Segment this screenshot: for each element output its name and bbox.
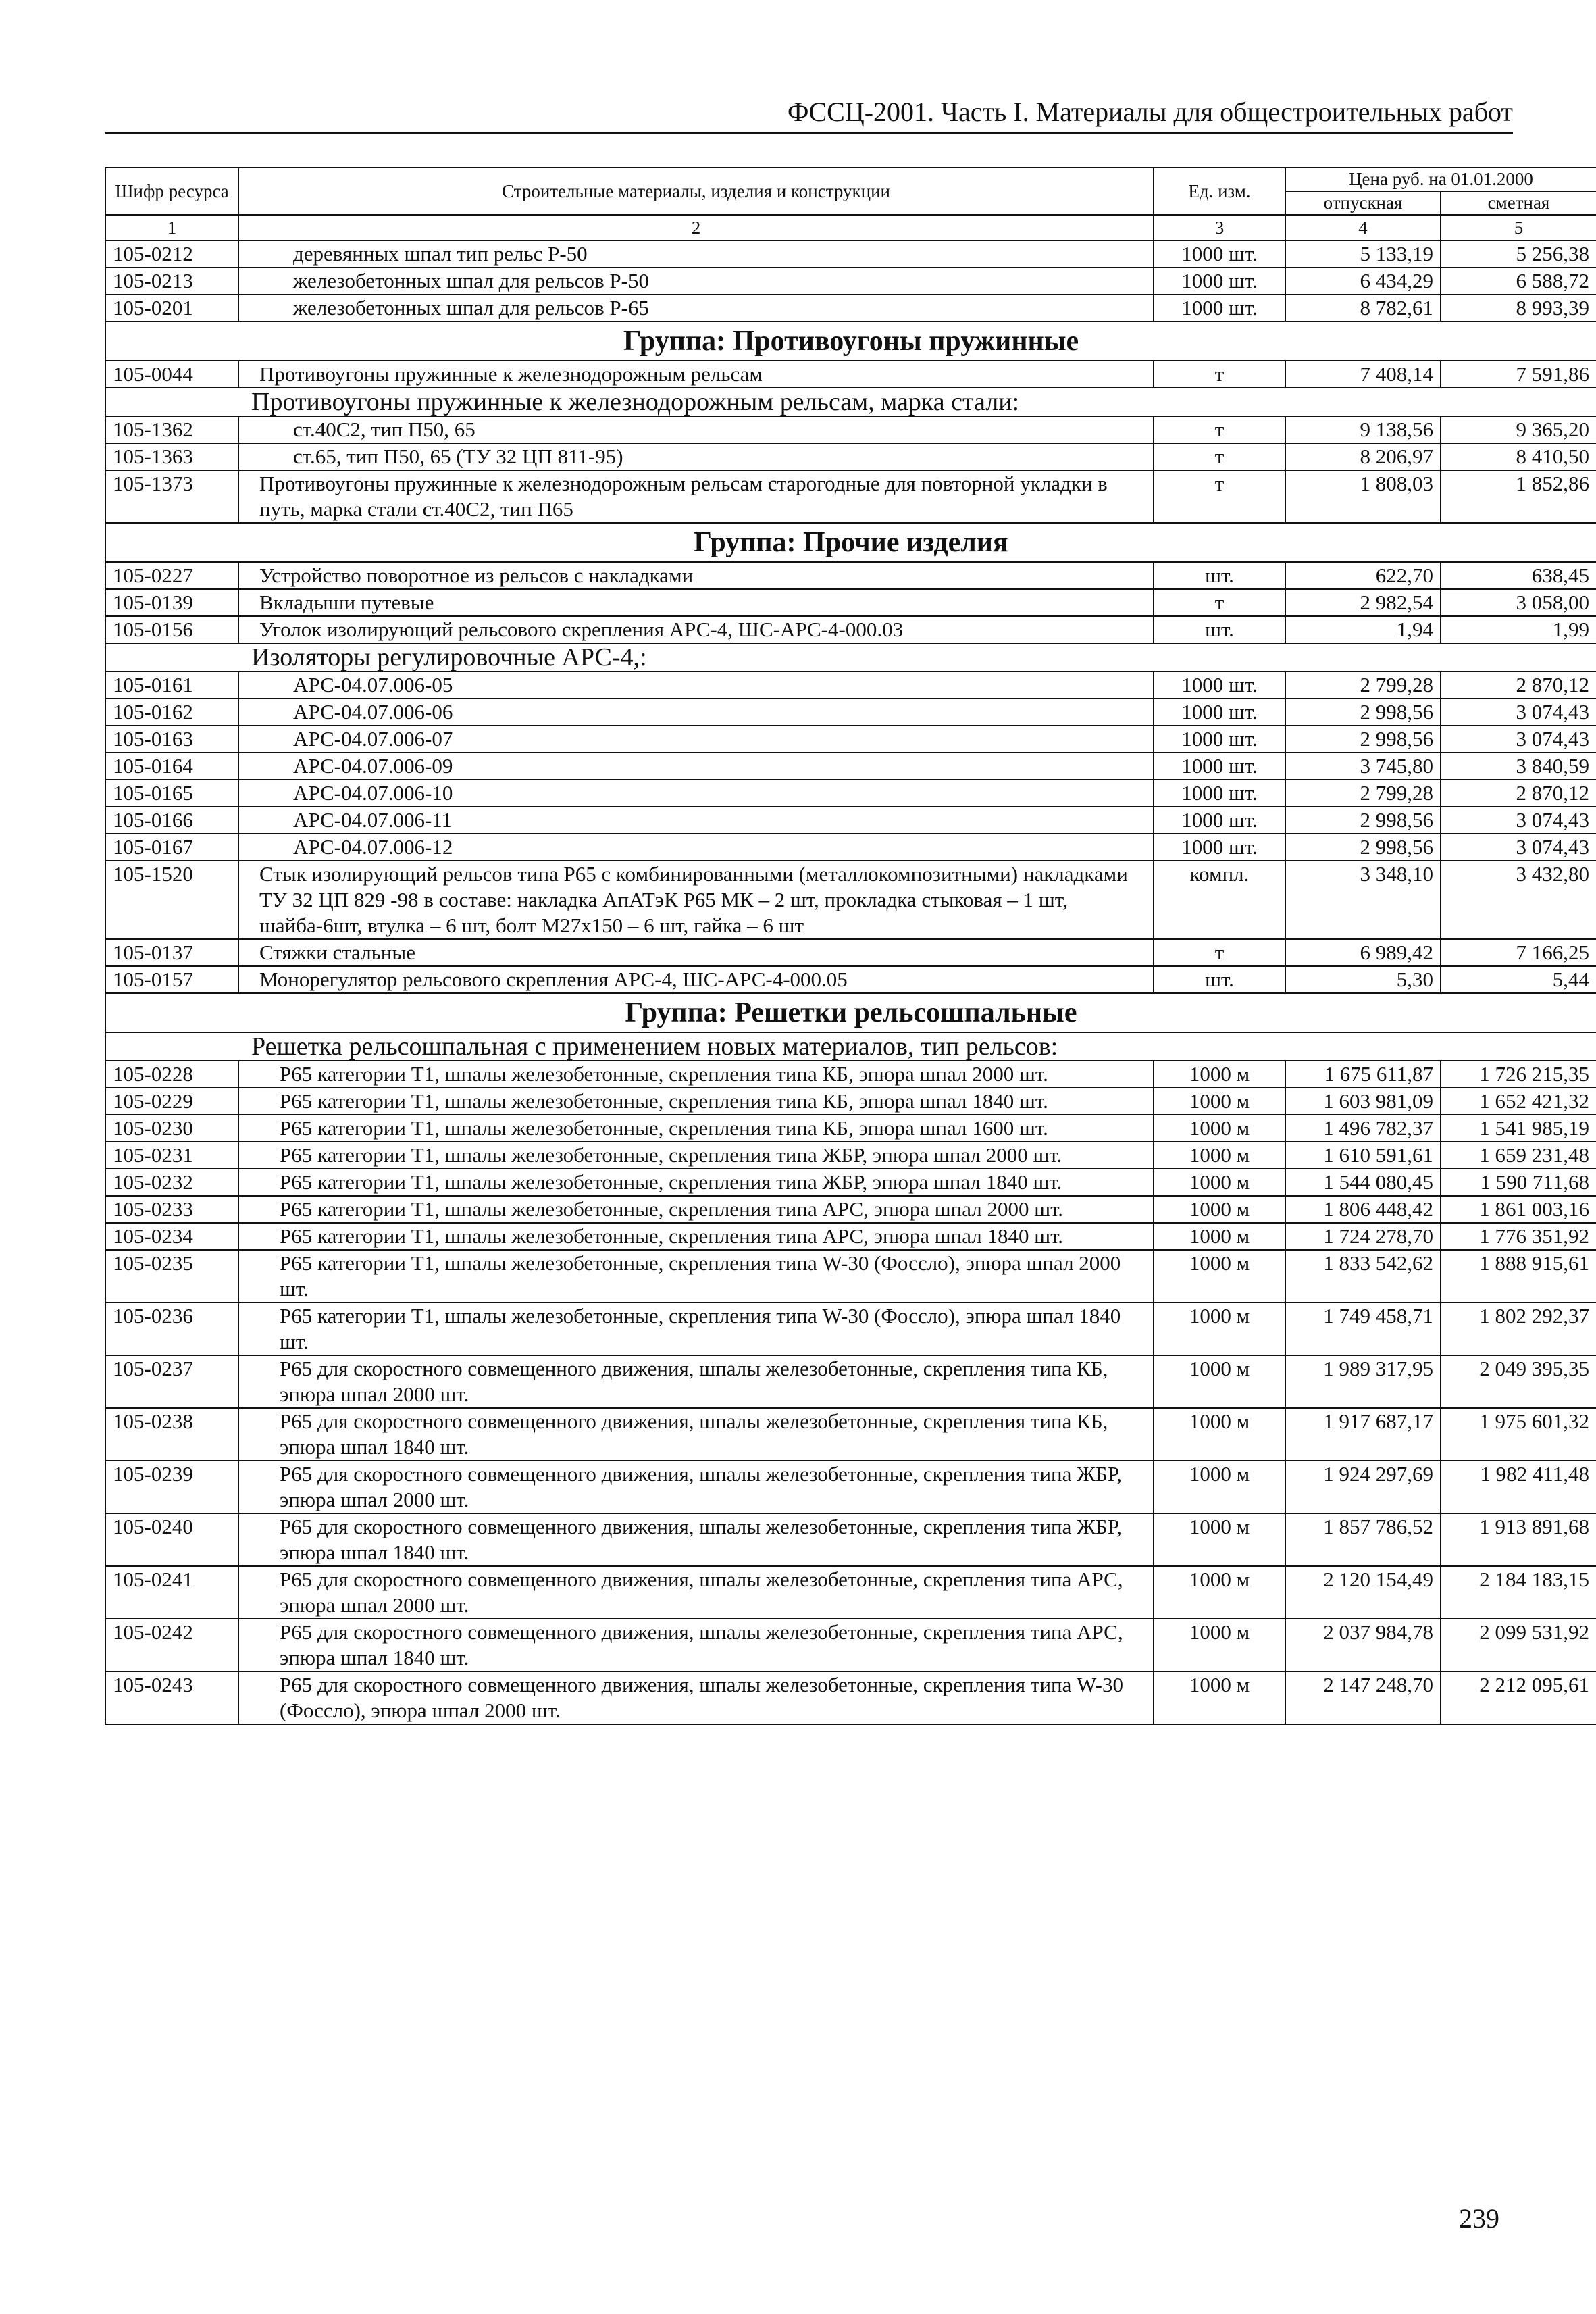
unit-cell: шт. (1154, 616, 1285, 643)
release-price: 1 603 981,09 (1285, 1088, 1441, 1115)
table-row (105, 672, 1596, 699)
item-name: АРС-04.07.006-09 (238, 753, 1154, 780)
item-name: ст.65, тип П50, 65 (ТУ 32 ЦП 811-95) (238, 443, 1154, 470)
table-row (105, 1088, 1596, 1115)
table-row (105, 616, 1596, 643)
table-row (105, 416, 1596, 443)
page-number: 239 (1459, 2203, 1499, 2234)
unit-cell: 1000 м (1154, 1303, 1285, 1355)
group-heading: Группа: Прочие изделия (105, 523, 1596, 562)
table-row (105, 1619, 1596, 1671)
estimate-price: 2 049 395,35 (1441, 1355, 1596, 1408)
unit-cell: 1000 шт. (1154, 672, 1285, 699)
unit-cell: 1000 м (1154, 1461, 1285, 1513)
release-price: 7 408,14 (1285, 361, 1441, 388)
item-name: Монорегулятор рельсового скрепления АРС-4, ШС-АРС-4-000.05 (238, 966, 1154, 993)
estimate-price: 1 888 915,61 (1441, 1250, 1596, 1303)
col-number: 4 (1285, 215, 1441, 241)
table-row (105, 241, 1596, 268)
unit-cell: 1000 шт. (1154, 241, 1285, 268)
table-row (105, 443, 1596, 470)
resource-code: 105-0227 (105, 562, 238, 589)
resource-code: 105-0236 (105, 1303, 238, 1355)
resource-code: 105-0240 (105, 1513, 238, 1566)
resource-code: 105-1362 (105, 416, 238, 443)
item-name: Р65 для скоростного совмещенного движения, шпалы железобетонные, скрепления типа ЖБР, эпюра шпал 2000 шт. (238, 1461, 1154, 1513)
item-name: Р65 категории Т1, шпалы железобетонные, скрепления типа КБ, эпюра шпал 2000 шт. (238, 1061, 1154, 1088)
resource-code: 105-0228 (105, 1061, 238, 1088)
estimate-price: 2 870,12 (1441, 780, 1596, 807)
resource-code: 105-0230 (105, 1115, 238, 1142)
estimate-price: 1 913 891,68 (1441, 1513, 1596, 1566)
resource-code: 105-0232 (105, 1169, 238, 1196)
unit-cell: 1000 шт. (1154, 295, 1285, 322)
item-name: Р65 для скоростного совмещенного движения, шпалы железобетонные, скрепления типа КБ, эпюра шпал 1840 шт. (238, 1408, 1154, 1461)
item-name: Противоугоны пружинные к железнодорожным рельсам (238, 361, 1154, 388)
release-price: 3 745,80 (1285, 753, 1441, 780)
table-row (105, 1196, 1596, 1223)
item-name: Устройство поворотное из рельсов с накладками (238, 562, 1154, 589)
release-price: 1 857 786,52 (1285, 1513, 1441, 1566)
estimate-price: 1 861 003,16 (1441, 1196, 1596, 1223)
release-price: 2 998,56 (1285, 699, 1441, 726)
estimate-price: 3 058,00 (1441, 589, 1596, 616)
estimate-price: 1 975 601,32 (1441, 1408, 1596, 1461)
table-row (105, 1355, 1596, 1408)
resource-code: 105-0212 (105, 241, 238, 268)
table-row (105, 1115, 1596, 1142)
table-body (105, 241, 1596, 1724)
release-price: 1 610 591,61 (1285, 1142, 1441, 1169)
item-name: Р65 для скоростного совмещенного движения, шпалы железобетонные, скрепления типа ЖБР, эпюра шпал 1840 шт. (238, 1513, 1154, 1566)
unit-cell: т (1154, 589, 1285, 616)
unit-cell: т (1154, 443, 1285, 470)
col-header-estimate: сметная (1441, 191, 1596, 215)
resource-code: 105-1363 (105, 443, 238, 470)
release-price: 1 833 542,62 (1285, 1250, 1441, 1303)
resource-code: 105-0243 (105, 1671, 238, 1724)
release-price: 3 348,10 (1285, 861, 1441, 939)
table-row (105, 470, 1596, 523)
resource-code: 105-0161 (105, 672, 238, 699)
unit-cell: 1000 шт. (1154, 753, 1285, 780)
item-name: ст.40С2, тип П50, 65 (238, 416, 1154, 443)
table-row (105, 361, 1596, 388)
release-price: 2 147 248,70 (1285, 1671, 1441, 1724)
table-row (105, 1513, 1596, 1566)
table-row (105, 1303, 1596, 1355)
col-header-code: Шифр ресурса (105, 168, 238, 215)
resource-code: 105-0235 (105, 1250, 238, 1303)
estimate-price: 3 074,43 (1441, 807, 1596, 834)
unit-cell: 1000 шт. (1154, 807, 1285, 834)
release-price: 5 133,19 (1285, 241, 1441, 268)
subheading: Противоугоны пружинные к железнодорожным рельсам, марка стали: (105, 388, 1596, 416)
release-price: 2 998,56 (1285, 807, 1441, 834)
item-name: Р65 категории Т1, шпалы железобетонные, скрепления типа W-30 (Фоссло), эпюра шпал 2000 шт. (238, 1250, 1154, 1303)
resource-code: 105-0162 (105, 699, 238, 726)
item-name: АРС-04.07.006-06 (238, 699, 1154, 726)
resource-code: 105-0163 (105, 726, 238, 753)
release-price: 2 120 154,49 (1285, 1566, 1441, 1619)
release-price: 9 138,56 (1285, 416, 1441, 443)
subheading: Решетка рельсошпальная с применением новых материалов, тип рельсов: (105, 1032, 1596, 1061)
table-row (105, 699, 1596, 726)
item-name: Стык изолирующий рельсов типа Р65 с комбинированными (металлокомпозитными) накладками ТУ 32 ЦП 829 -98 в составе: накладка АпАТэК Р65 МК – 2 шт, прокладка стыковая – 1 шт, шайба-6шт, втулка – 6 шт, болт М27х150 – 6 шт, гайка – 6 шт (238, 861, 1154, 939)
resource-code: 105-0157 (105, 966, 238, 993)
resource-code: 105-0137 (105, 939, 238, 966)
item-name: Р65 категории Т1, шпалы железобетонные, скрепления типа АРС, эпюра шпал 2000 шт. (238, 1196, 1154, 1223)
table-row (105, 807, 1596, 834)
table-row (105, 1461, 1596, 1513)
unit-cell: 1000 м (1154, 1142, 1285, 1169)
table-row (105, 1142, 1596, 1169)
table-row (105, 834, 1596, 861)
resource-code: 105-0229 (105, 1088, 238, 1115)
table-row (105, 1169, 1596, 1196)
table-header (105, 168, 1596, 241)
table-row (105, 780, 1596, 807)
group-heading-row (105, 993, 1596, 1032)
item-name: Р65 категории Т1, шпалы железобетонные, скрепления типа КБ, эпюра шпал 1600 шт. (238, 1115, 1154, 1142)
group-heading: Группа: Противоугоны пружинные (105, 322, 1596, 361)
item-name: Р65 категории Т1, шпалы железобетонные, скрепления типа W-30 (Фоссло), эпюра шпал 1840 шт. (238, 1303, 1154, 1355)
item-name: Р65 для скоростного совмещенного движения, шпалы железобетонные, скрепления типа КБ, эпюра шпал 2000 шт. (238, 1355, 1154, 1408)
estimate-price: 2 184 183,15 (1441, 1566, 1596, 1619)
resource-code: 105-0234 (105, 1223, 238, 1250)
estimate-price: 1 659 231,48 (1441, 1142, 1596, 1169)
col-number: 5 (1441, 215, 1596, 241)
release-price: 2 799,28 (1285, 672, 1441, 699)
resource-code: 105-0241 (105, 1566, 238, 1619)
estimate-price: 1 982 411,48 (1441, 1461, 1596, 1513)
estimate-price: 1 541 985,19 (1441, 1115, 1596, 1142)
subheading-row (105, 643, 1596, 672)
item-name: АРС-04.07.006-12 (238, 834, 1154, 861)
item-name: железобетонных шпал для рельсов Р-65 (238, 295, 1154, 322)
table-row (105, 753, 1596, 780)
unit-cell: шт. (1154, 966, 1285, 993)
unit-cell: 1000 м (1154, 1250, 1285, 1303)
estimate-price: 1 802 292,37 (1441, 1303, 1596, 1355)
estimate-price: 2 212 095,61 (1441, 1671, 1596, 1724)
estimate-price: 2 099 531,92 (1441, 1619, 1596, 1671)
resource-code: 105-1520 (105, 861, 238, 939)
item-name: АРС-04.07.006-10 (238, 780, 1154, 807)
item-name: АРС-04.07.006-05 (238, 672, 1154, 699)
estimate-price: 5 256,38 (1441, 241, 1596, 268)
page-header: ФССЦ-2001. Часть I. Материалы для общестроительных работ (105, 95, 1513, 134)
col-header-release: отпускная (1285, 191, 1441, 215)
table-row (105, 726, 1596, 753)
price-table (105, 167, 1596, 1725)
table-row (105, 1061, 1596, 1088)
unit-cell: 1000 м (1154, 1566, 1285, 1619)
item-name: Р65 категории Т1, шпалы железобетонные, скрепления типа КБ, эпюра шпал 1840 шт. (238, 1088, 1154, 1115)
item-name: АРС-04.07.006-07 (238, 726, 1154, 753)
resource-code: 105-0237 (105, 1355, 238, 1408)
resource-code: 105-0231 (105, 1142, 238, 1169)
unit-cell: 1000 м (1154, 1355, 1285, 1408)
estimate-price: 1,99 (1441, 616, 1596, 643)
release-price: 622,70 (1285, 562, 1441, 589)
item-name: деревянных шпал тип рельс Р-50 (238, 241, 1154, 268)
release-price: 1 924 297,69 (1285, 1461, 1441, 1513)
unit-cell: 1000 шт. (1154, 780, 1285, 807)
release-price: 1 724 278,70 (1285, 1223, 1441, 1250)
table-row (105, 268, 1596, 295)
estimate-price: 638,45 (1441, 562, 1596, 589)
unit-cell: 1000 м (1154, 1088, 1285, 1115)
release-price: 1 749 458,71 (1285, 1303, 1441, 1355)
col-number: 1 (105, 215, 238, 241)
item-name: Р65 категории Т1, шпалы железобетонные, скрепления типа ЖБР, эпюра шпал 1840 шт. (238, 1169, 1154, 1196)
unit-cell: 1000 м (1154, 1223, 1285, 1250)
release-price: 1 806 448,42 (1285, 1196, 1441, 1223)
release-price: 1 496 782,37 (1285, 1115, 1441, 1142)
estimate-price: 1 590 711,68 (1441, 1169, 1596, 1196)
resource-code: 105-0165 (105, 780, 238, 807)
item-name: Уголок изолирующий рельсового скрепления АРС-4, ШС-АРС-4-000.03 (238, 616, 1154, 643)
release-price: 2 799,28 (1285, 780, 1441, 807)
resource-code: 105-0233 (105, 1196, 238, 1223)
table-row (105, 861, 1596, 939)
release-price: 1,94 (1285, 616, 1441, 643)
resource-code: 105-0166 (105, 807, 238, 834)
resource-code: 105-0213 (105, 268, 238, 295)
item-name: Р65 для скоростного совмещенного движения, шпалы железобетонные, скрепления типа W-30 (Фоссло), эпюра шпал 2000 шт. (238, 1671, 1154, 1724)
item-name: Р65 для скоростного совмещенного движения, шпалы железобетонные, скрепления типа АРС, эпюра шпал 2000 шт. (238, 1566, 1154, 1619)
table-row (105, 1566, 1596, 1619)
estimate-price: 5,44 (1441, 966, 1596, 993)
estimate-price: 9 365,20 (1441, 416, 1596, 443)
resource-code: 105-0139 (105, 589, 238, 616)
estimate-price: 1 652 421,32 (1441, 1088, 1596, 1115)
release-price: 6 989,42 (1285, 939, 1441, 966)
table-row (105, 562, 1596, 589)
release-price: 1 808,03 (1285, 470, 1441, 523)
estimate-price: 6 588,72 (1441, 268, 1596, 295)
estimate-price: 3 840,59 (1441, 753, 1596, 780)
release-price: 6 434,29 (1285, 268, 1441, 295)
group-heading: Группа: Решетки рельсошпальные (105, 993, 1596, 1032)
unit-cell: 1000 шт. (1154, 268, 1285, 295)
resource-code: 105-0242 (105, 1619, 238, 1671)
unit-cell: 1000 м (1154, 1619, 1285, 1671)
release-price: 1 675 611,87 (1285, 1061, 1441, 1088)
item-name: Р65 для скоростного совмещенного движения, шпалы железобетонные, скрепления типа АРС, эпюра шпал 1840 шт. (238, 1619, 1154, 1671)
col-number: 3 (1154, 215, 1285, 241)
subheading-row (105, 388, 1596, 416)
resource-code: 105-0238 (105, 1408, 238, 1461)
subheading: Изоляторы регулировочные АРС-4,: (105, 643, 1596, 672)
release-price: 2 998,56 (1285, 834, 1441, 861)
resource-code: 105-1373 (105, 470, 238, 523)
release-price: 1 544 080,45 (1285, 1169, 1441, 1196)
estimate-price: 3 074,43 (1441, 726, 1596, 753)
resource-code: 105-0156 (105, 616, 238, 643)
table-row (105, 295, 1596, 322)
estimate-price: 7 591,86 (1441, 361, 1596, 388)
unit-cell: 1000 шт. (1154, 726, 1285, 753)
release-price: 8 782,61 (1285, 295, 1441, 322)
release-price: 1 917 687,17 (1285, 1408, 1441, 1461)
unit-cell: 1000 м (1154, 1196, 1285, 1223)
item-name: Стяжки стальные (238, 939, 1154, 966)
resource-code: 105-0201 (105, 295, 238, 322)
item-name: Р65 категории Т1, шпалы железобетонные, скрепления типа ЖБР, эпюра шпал 2000 шт. (238, 1142, 1154, 1169)
estimate-price: 8 410,50 (1441, 443, 1596, 470)
table-row (105, 1223, 1596, 1250)
estimate-price: 1 776 351,92 (1441, 1223, 1596, 1250)
unit-cell: 1000 м (1154, 1671, 1285, 1724)
release-price: 8 206,97 (1285, 443, 1441, 470)
release-price: 2 982,54 (1285, 589, 1441, 616)
unit-cell: 1000 шт. (1154, 699, 1285, 726)
estimate-price: 3 432,80 (1441, 861, 1596, 939)
release-price: 1 989 317,95 (1285, 1355, 1441, 1408)
unit-cell: т (1154, 361, 1285, 388)
group-heading-row (105, 322, 1596, 361)
estimate-price: 1 852,86 (1441, 470, 1596, 523)
unit-cell: 1000 м (1154, 1061, 1285, 1088)
resource-code: 105-0044 (105, 361, 238, 388)
item-name: железобетонных шпал для рельсов Р-50 (238, 268, 1154, 295)
estimate-price: 3 074,43 (1441, 834, 1596, 861)
table-row (105, 1671, 1596, 1724)
unit-cell: т (1154, 470, 1285, 523)
release-price: 5,30 (1285, 966, 1441, 993)
unit-cell: т (1154, 939, 1285, 966)
release-price: 2 037 984,78 (1285, 1619, 1441, 1671)
unit-cell: 1000 м (1154, 1169, 1285, 1196)
unit-cell: шт. (1154, 562, 1285, 589)
col-header-unit: Ед. изм. (1154, 168, 1285, 215)
col-number: 2 (238, 215, 1154, 241)
item-name: АРС-04.07.006-11 (238, 807, 1154, 834)
item-name: Вкладыши путевые (238, 589, 1154, 616)
unit-cell: т (1154, 416, 1285, 443)
resource-code: 105-0167 (105, 834, 238, 861)
item-name: Р65 категории Т1, шпалы железобетонные, скрепления типа АРС, эпюра шпал 1840 шт. (238, 1223, 1154, 1250)
estimate-price: 1 726 215,35 (1441, 1061, 1596, 1088)
unit-cell: 1000 м (1154, 1115, 1285, 1142)
estimate-price: 2 870,12 (1441, 672, 1596, 699)
estimate-price: 8 993,39 (1441, 295, 1596, 322)
item-name: Противоугоны пружинные к железнодорожным рельсам старогодные для повторной укладки в путь, марка стали ст.40С2, тип П65 (238, 470, 1154, 523)
subheading-row (105, 1032, 1596, 1061)
unit-cell: компл. (1154, 861, 1285, 939)
table-row (105, 1250, 1596, 1303)
estimate-price: 3 074,43 (1441, 699, 1596, 726)
col-header-price: Цена руб. на 01.01.2000 (1285, 168, 1596, 191)
table-row (105, 966, 1596, 993)
resource-code: 105-0164 (105, 753, 238, 780)
release-price: 2 998,56 (1285, 726, 1441, 753)
unit-cell: 1000 м (1154, 1408, 1285, 1461)
group-heading-row (105, 523, 1596, 562)
estimate-price: 7 166,25 (1441, 939, 1596, 966)
resource-code: 105-0239 (105, 1461, 238, 1513)
table-row (105, 1408, 1596, 1461)
col-header-name: Строительные материалы, изделия и конструкции (238, 168, 1154, 215)
table-row (105, 589, 1596, 616)
unit-cell: 1000 м (1154, 1513, 1285, 1566)
unit-cell: 1000 шт. (1154, 834, 1285, 861)
table-row (105, 939, 1596, 966)
